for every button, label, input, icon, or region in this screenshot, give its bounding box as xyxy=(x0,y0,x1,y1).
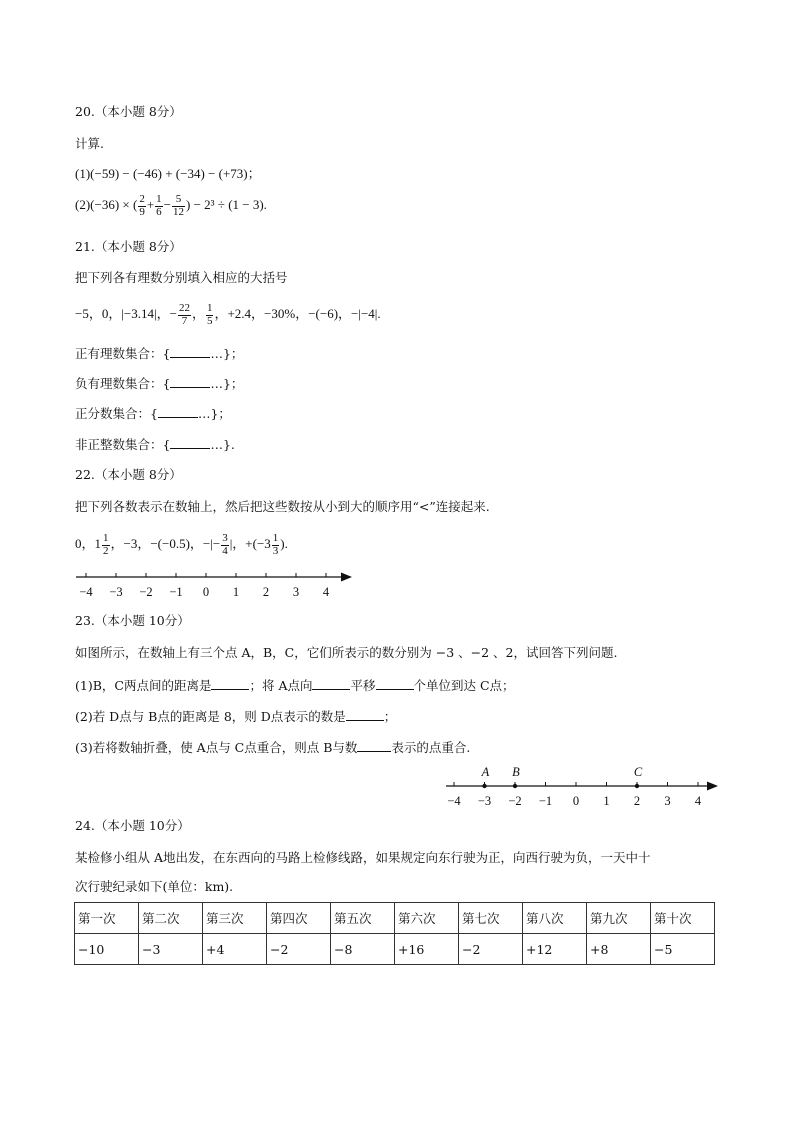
fraction: $\frac{3}{4}$ xyxy=(222,532,228,557)
operator: − xyxy=(163,197,171,213)
set-nonpositive-integers: 非正整数集合：{ …}. xyxy=(75,437,235,452)
number-line-q22 xyxy=(70,566,360,602)
tick-label: −3 xyxy=(109,585,123,599)
fraction: $\frac{1}{2}$ xyxy=(103,532,109,557)
table-cell: −10 xyxy=(75,934,139,965)
tick-label: −3 xyxy=(477,794,492,808)
point-label: A xyxy=(481,765,490,779)
axis-arrow xyxy=(341,573,352,582)
tick-label: 2 xyxy=(633,794,641,808)
q23-intro: 如图所示，在数轴上有三个点 A，B，C，它们所表示的数分别为 −3 、−2 、2，试回答下列问题. xyxy=(75,645,618,660)
fraction: $\frac{1}{5}$ xyxy=(206,302,213,327)
table-cell: −5 xyxy=(651,934,715,965)
fraction: $\frac{2}{9}$ xyxy=(139,193,145,218)
answer-blank[interactable] xyxy=(211,678,249,690)
operator: + xyxy=(146,197,155,213)
tick-label: −4 xyxy=(79,585,93,599)
fraction: $\frac{5}{12}$ xyxy=(173,193,184,218)
table-cell: −2 xyxy=(459,934,523,965)
table-header-cell: 第九次 xyxy=(587,903,651,934)
table-header-cell: 第四次 xyxy=(267,903,331,934)
set-negative-rationals: 负有理数集合：{ …}； xyxy=(75,376,244,391)
tick-label: −1 xyxy=(538,794,553,808)
number-list: |，+(−3 xyxy=(229,536,271,552)
q24-text-line1: 某检修小组从 A地出发，在东西向的马路上检修线路，如果规定向东行驶为正，向西行驶为负，一天中十 xyxy=(75,850,651,865)
q20-part2 xyxy=(75,194,267,218)
fraction: $\frac{1}{3}$ xyxy=(272,532,279,557)
table-header-cell: 第八次 xyxy=(523,903,587,934)
separator: ， xyxy=(191,306,205,322)
tick-label: 1 xyxy=(603,794,610,808)
table-header-cell: 第一次 xyxy=(75,903,139,934)
q22-numbers xyxy=(75,533,288,557)
answer-blank[interactable] xyxy=(312,678,350,690)
q23-part2: (2)若 D点与 B点的距离是 8，则 D点表示的数是 ； xyxy=(75,709,397,724)
table-cell: −3 xyxy=(139,934,203,965)
number-list: ，−3，−(−0.5)，−|− xyxy=(110,536,221,552)
number-list: 0，1 xyxy=(75,536,102,552)
q20-instruction: 计算. xyxy=(75,136,104,151)
number-list: −5，0，|−3.14|，− xyxy=(75,306,177,322)
q20-part2-pre: (2)(−36) × ( xyxy=(75,197,138,213)
q23-part1: (1)B，C两点间的距离是 ；将 A点向 平移 个单位到达 C点； xyxy=(75,678,515,693)
number-list: ，+2.4，−30%，−(−6)，−|−4|. xyxy=(214,306,381,322)
answer-blank[interactable] xyxy=(346,709,384,721)
answer-blank[interactable] xyxy=(376,678,414,690)
table-cell: −8 xyxy=(331,934,395,965)
point-label: B xyxy=(512,765,520,779)
point-a xyxy=(482,784,486,788)
q23-header: 23.（本小题 10分） xyxy=(75,613,190,628)
set-positive-rationals: 正有理数集合：{ …}； xyxy=(75,346,244,361)
answer-blank[interactable] xyxy=(357,740,391,752)
tick-label: −2 xyxy=(139,585,153,599)
fraction: $\frac{22}{7}$ xyxy=(178,302,190,327)
q21-instruction: 把下列各有理数分别填入相应的大括号 xyxy=(75,270,288,285)
fraction: $\frac{1}{6}$ xyxy=(156,193,162,218)
table-cell: +4 xyxy=(203,934,267,965)
point-c xyxy=(635,784,639,788)
tick-label: 1 xyxy=(232,585,240,599)
answer-blank[interactable] xyxy=(170,376,210,388)
tick-label: −4 xyxy=(447,794,461,808)
q23-part3: (3)若将数轴折叠，使 A点与 C点重合，则点 B与数 表示的点重合. xyxy=(75,740,471,755)
set-positive-fractions: 正分数集合：{ …}； xyxy=(75,406,231,421)
answer-blank[interactable] xyxy=(170,437,210,449)
number-list: ). xyxy=(280,536,288,552)
q20-part1: (1)(−59) − (−46) + (−34) − (+73)； xyxy=(75,166,261,181)
table-cell: +12 xyxy=(523,934,587,965)
table-row xyxy=(75,934,715,965)
tick-label: 0 xyxy=(572,794,580,808)
q21-numbers xyxy=(75,303,381,327)
table-header-cell: 第七次 xyxy=(459,903,523,934)
table-cell: +16 xyxy=(395,934,459,965)
q22-header: 22.（本小题 8分） xyxy=(75,467,182,482)
point-b xyxy=(513,784,517,788)
tick-label: 0 xyxy=(202,585,210,599)
tick-label: −1 xyxy=(169,585,183,599)
driving-record-table xyxy=(74,902,715,965)
table-cell: −2 xyxy=(267,934,331,965)
table-header-cell: 第三次 xyxy=(203,903,267,934)
q20-part2-post: ) − 2³ ÷ (1 − 3). xyxy=(186,197,267,213)
point-label: C xyxy=(633,765,643,779)
table-header-cell: 第六次 xyxy=(395,903,459,934)
answer-blank[interactable] xyxy=(158,406,198,418)
answer-blank[interactable] xyxy=(170,346,210,358)
table-header-cell: 第二次 xyxy=(139,903,203,934)
number-line-q23 xyxy=(440,764,730,812)
q24-header: 24.（本小题 10分） xyxy=(75,818,190,833)
table-header-row xyxy=(75,903,715,934)
q21-header: 21.（本小题 8分） xyxy=(75,239,182,254)
axis-arrow xyxy=(707,782,718,791)
q22-instruction: 把下列各数表示在数轴上，然后把这些数按从小到大的顺序用“<”连接起来. xyxy=(75,499,490,514)
table-header-cell: 第五次 xyxy=(331,903,395,934)
tick-label: 3 xyxy=(292,585,300,599)
tick-label: 4 xyxy=(322,585,330,599)
table-header-cell: 第十次 xyxy=(651,903,715,934)
q24-text-line2: 次行驶纪录如下(单位：km). xyxy=(75,879,234,894)
tick-label: 4 xyxy=(694,794,702,808)
q20-header: 20.（本小题 8分） xyxy=(75,104,182,119)
tick-label: 2 xyxy=(262,585,270,599)
tick-label: −2 xyxy=(508,794,522,808)
tick-label: 3 xyxy=(664,794,671,808)
table-cell: +8 xyxy=(587,934,651,965)
